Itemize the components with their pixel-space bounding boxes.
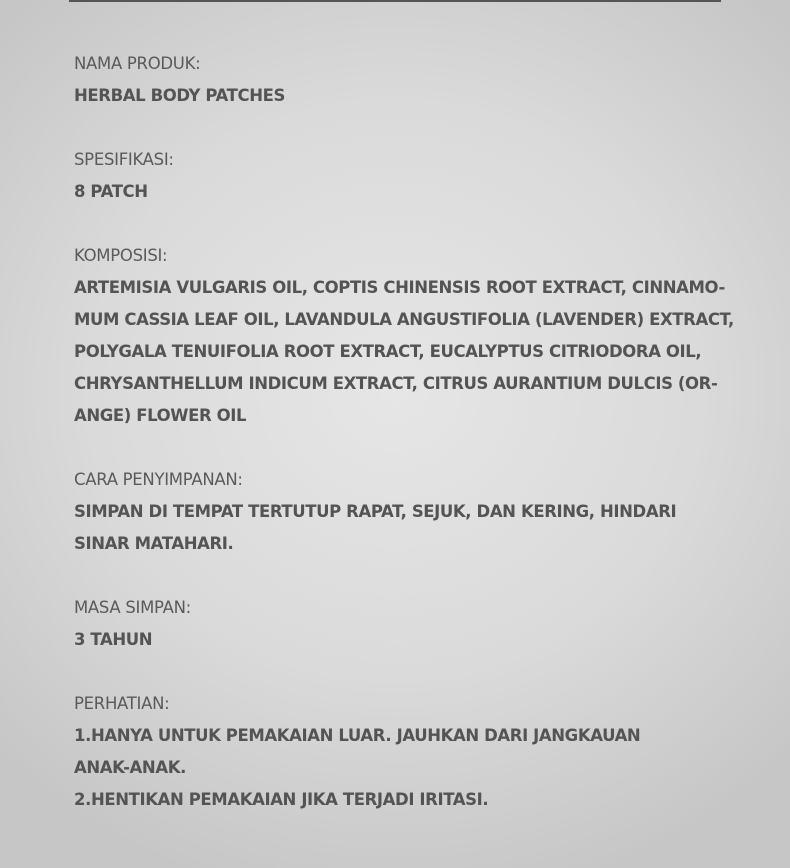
section-label: MASA SIMPAN: <box>74 598 191 617</box>
info-section <box>74 144 734 208</box>
section-value: CHRYSANTHELLUM INDICUM EXTRACT, CITRUS AURANTIUM DULCIS (OR- <box>74 374 718 393</box>
product-info <box>74 48 734 848</box>
top-divider <box>69 0 721 2</box>
section-value: ANGE) FLOWER OIL <box>74 406 247 425</box>
section-value: 1.HANYA UNTUK PEMAKAIAN LUAR. JAUHKAN DARI JANGKAUAN <box>74 726 641 745</box>
section-value: ANAK-ANAK. <box>74 758 186 777</box>
section-label: NAMA PRODUK: <box>74 54 201 73</box>
section-value: POLYGALA TENUIFOLIA ROOT EXTRACT, EUCALYPTUS CITRIODORA OIL, <box>74 342 702 361</box>
section-label: KOMPOSISI: <box>74 246 168 265</box>
section-label: SPESIFIKASI: <box>74 150 174 169</box>
section-label: PERHATIAN: <box>74 694 170 713</box>
info-section <box>74 688 734 816</box>
section-value: ARTEMISIA VULGARIS OIL, COPTIS CHINENSIS ROOT EXTRACT, CINNAMO- <box>74 278 725 297</box>
section-value: SINAR MATAHARI. <box>74 534 234 553</box>
info-section <box>74 464 734 560</box>
info-section <box>74 48 734 112</box>
section-value: SIMPAN DI TEMPAT TERTUTUP RAPAT, SEJUK, DAN KERING, HINDARI <box>74 502 677 521</box>
info-section <box>74 592 734 656</box>
section-value: MUM CASSIA LEAF OIL, LAVANDULA ANGUSTIFOLIA (LAVENDER) EXTRACT, <box>74 310 734 329</box>
section-value: 8 PATCH <box>74 182 148 201</box>
info-section <box>74 240 734 432</box>
section-value: 2.HENTIKAN PEMAKAIAN JIKA TERJADI IRITASI. <box>74 790 489 809</box>
section-value: HERBAL BODY PATCHES <box>74 86 285 105</box>
section-label: CARA PENYIMPANAN: <box>74 470 243 489</box>
section-value: 3 TAHUN <box>74 630 153 649</box>
